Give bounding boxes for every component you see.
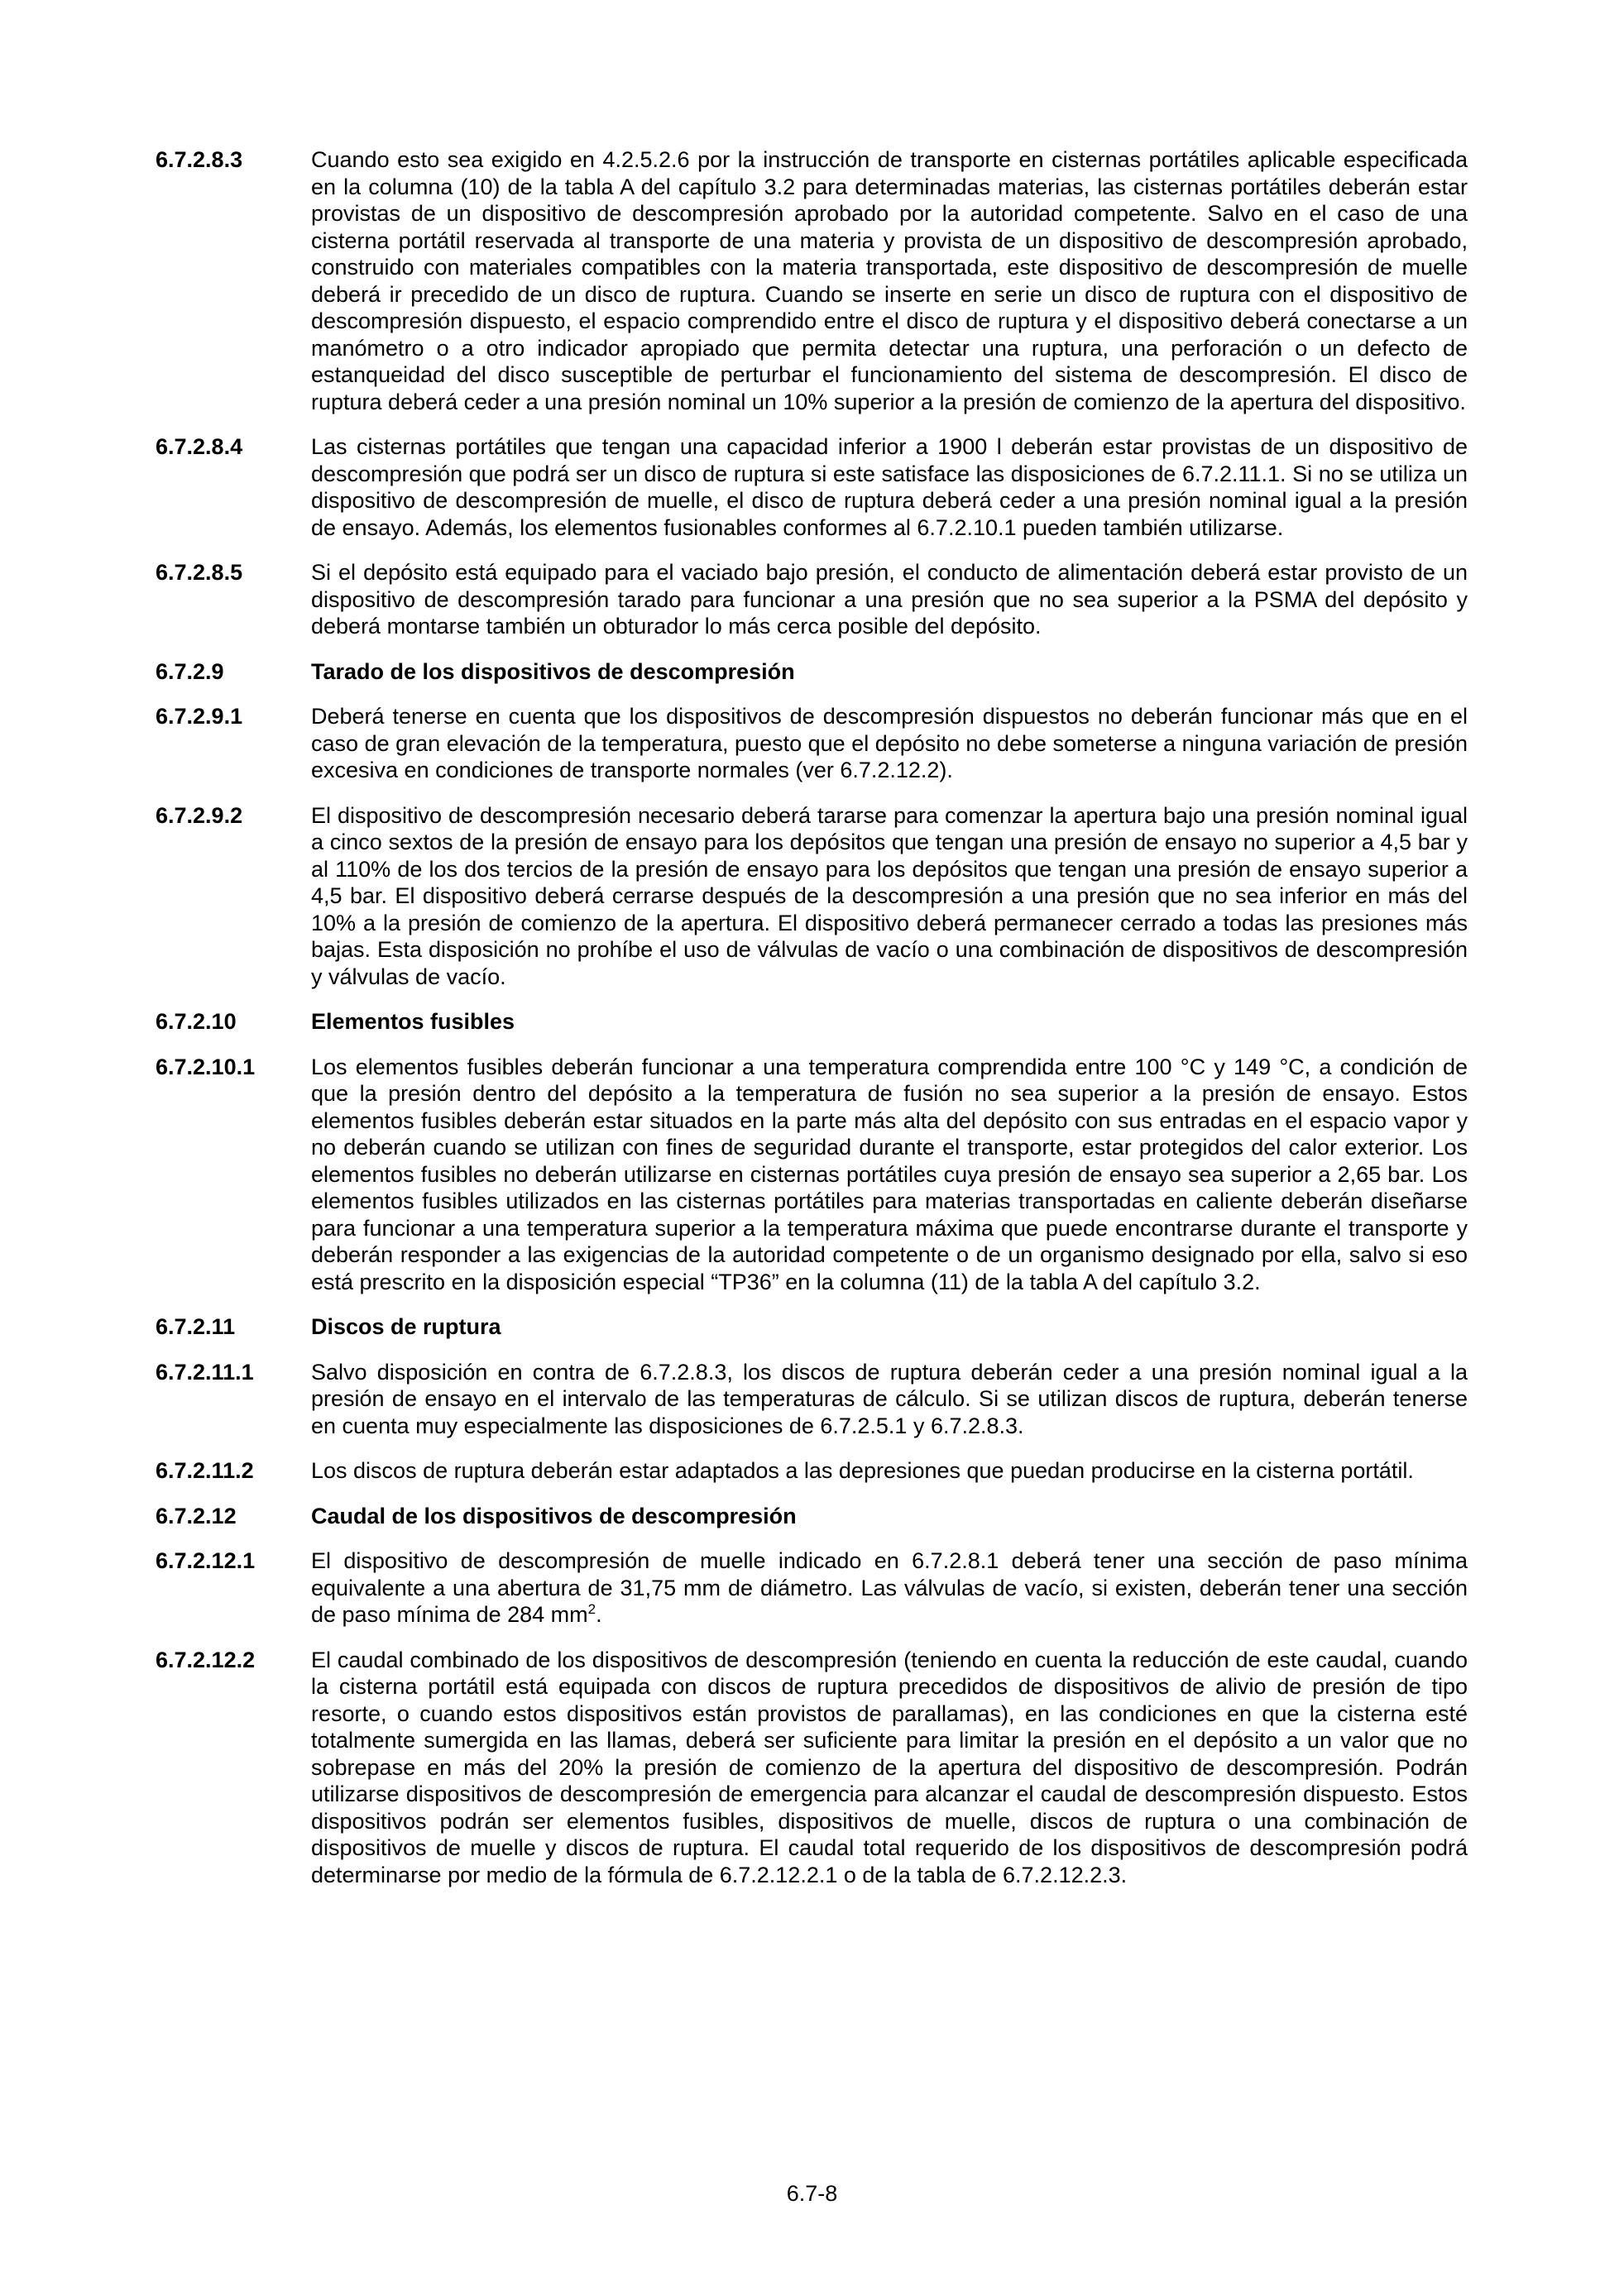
section-number: 6.7.2.10 (156, 1009, 237, 1034)
paragraph-number: 6.7.2.12.1 (156, 1548, 256, 1573)
page-number: 6.7-8 (786, 2181, 838, 2206)
section-title: Tarado de los dispositivos de descompresión (311, 658, 795, 684)
paragraph-text-end: . (596, 1602, 602, 1627)
paragraph-number: 6.7.2.8.3 (156, 147, 243, 172)
paragraph-number: 6.7.2.11.1 (156, 1359, 254, 1385)
section-number: 6.7.2.12 (156, 1503, 237, 1528)
section-number: 6.7.2.11 (156, 1314, 236, 1339)
section-heading (156, 658, 1468, 686)
section-title: Discos de ruptura (311, 1314, 501, 1339)
paragraph-text (311, 1547, 1468, 1629)
paragraph (156, 433, 1468, 541)
paragraph-text: Cuando esto sea exigido en 4.2.5.2.6 por la instrucción de transporte en cisternas portátiles aplicable especificada en la columna (10) de la tabla A del capítulo 3.2 para determinadas materias, las cisternas portátiles deberán estar provistas de un dispositivo de descompresión aprobado por la autoridad competente. Salvo en el caso de una cisterna portátil reservada al transporte de una materia y provista de un dispositivo de descompresión aprobado, construido con materiales compatibles con la materia transportada, este dispositivo de descompresión de muelle deberá ir precedido de un disco de ruptura. Cuando se inserte en serie un disco de ruptura con el dispositivo de descompresión dispuesto, el espacio comprendido entre el disco de ruptura y el dispositivo deberá conectarse a un manómetro o a otro indicador apropiado que permita detectar una ruptura, una perforación o un defecto de estanqueidad del disco susceptible de perturbar el funcionamiento del sistema de descompresión. El disco de ruptura deberá ceder a una presión nominal un 10% superior a la presión de comienzo de la apertura del dispositivo. (311, 147, 1468, 414)
paragraph-text: Salvo disposición en contra de 6.7.2.8.3, los discos de ruptura deberán ceder a una presión nominal igual a la presión de ensayo en el intervalo de las temperaturas de cálculo. Si se utilizan discos de ruptura, deberán tenerse en cuenta muy especialmente las disposiciones de 6.7.2.5.1 y 6.7.2.8.3. (311, 1359, 1468, 1438)
paragraph (156, 1457, 1468, 1485)
section-heading (156, 1008, 1468, 1036)
paragraph-number: 6.7.2.11.2 (156, 1458, 254, 1483)
paragraph-text: El caudal combinado de los dispositivos de descompresión (teniendo en cuenta la reducción de este caudal, cuando la cisterna portátil está equipada con discos de ruptura precedidos de dispositivos de alivio de presión de tipo resorte, o cuando estos dispositivos están provistos de parallamas), en las condiciones en que la cisterna esté totalmente sumergida en las llamas, deberá ser suficiente para limitar la presión en el depósito a un valor que no sobrepase en más del 20% la presión de comienzo de la apertura del dispositivo de descompresión. Podrán utilizarse dispositivos de descompresión de emergencia para alcanzar el caudal de descompresión dispuesto. Estos dispositivos podrán ser elementos fusibles, dispositivos de muelle, discos de ruptura o una combinación de dispositivos de muelle y discos de ruptura. El caudal total requerido de los dispositivos de descompresión podrá determinarse por medio de la fórmula de 6.7.2.12.2.1 o de la tabla de 6.7.2.12.2.3. (311, 1647, 1468, 1887)
superscript-exponent: 2 (587, 1601, 596, 1617)
section-number: 6.7.2.9 (156, 658, 224, 684)
paragraph (156, 1359, 1468, 1440)
paragraph-text: Deberá tenerse en cuenta que los dispositivos de descompresión dispuestos no deberán funcionar más que en el caso de gran elevación de la temperatura, puesto que el depósito no debe someterse a ninguna variación de presión excesiva en condiciones de transporte normales (ver 6.7.2.12.2). (311, 704, 1468, 782)
paragraph-text: Si el depósito está equipado para el vaciado bajo presión, el conducto de alimentación deberá estar provisto de un dispositivo de descompresión tarado para funcionar a una presión que no sea superior a la PSMA del depósito y deberá montarse también un obturador lo más cerca posible del depósito. (311, 560, 1468, 639)
paragraph-number: 6.7.2.8.4 (156, 434, 243, 459)
paragraph (156, 146, 1468, 415)
paragraph-number: 6.7.2.8.5 (156, 560, 243, 585)
paragraph (156, 1054, 1468, 1296)
paragraph-text-main: El dispositivo de descompresión de muelle indicado en 6.7.2.8.1 deberá tener una sección de paso mínima equivalente a una abertura de 31,75 mm de diámetro. Las válvulas de vacío, si existen, deberán tener una sección de paso mínima de 284 mm (311, 1548, 1468, 1627)
section-heading (156, 1313, 1468, 1341)
paragraph-number: 6.7.2.9.2 (156, 802, 243, 828)
paragraph (156, 559, 1468, 640)
section-heading (156, 1503, 1468, 1530)
section-title: Caudal de los dispositivos de descompresión (311, 1503, 797, 1528)
paragraph-text: El dispositivo de descompresión necesario deberá tararse para comenzar la apertura bajo una presión nominal igual a cinco sextos de la presión de ensayo para los depósitos que tengan una presión de ensayo no superior a 4,5 bar y al 110% de los dos tercios de la presión de ensayo para los depósitos que tengan una presión de ensayo superior a 4,5 bar. El dispositivo deberá cerrarse después de la descompresión a una presión que no sea inferior en más del 10% a la presión de comienzo de la apertura. El dispositivo deberá permanecer cerrado a todas las presiones más bajas. Esta disposición no prohíbe el uso de válvulas de vacío o una combinación de dispositivos de descompresión y válvulas de vacío. (311, 802, 1468, 989)
paragraph (156, 1647, 1468, 1889)
paragraph-number: 6.7.2.12.2 (156, 1647, 256, 1672)
paragraph-text: Las cisternas portátiles que tengan una capacidad inferior a 1900 l deberán estar provistas de un dispositivo de descompresión que podrá ser un disco de ruptura si este satisface las disposiciones de 6.7.2.11.1. Si no se utiliza un dispositivo de descompresión de muelle, el disco de ruptura deberá ceder a una presión nominal igual a la presión de ensayo. Además, los elementos fusionables conformes al 6.7.2.10.1 pueden también utilizarse. (311, 434, 1468, 540)
paragraph-number: 6.7.2.9.1 (156, 704, 243, 729)
document-body (156, 146, 1468, 1906)
paragraph-number: 6.7.2.10.1 (156, 1054, 256, 1079)
paragraph-text: Los elementos fusibles deberán funcionar a una temperatura comprendida entre 100 °C y 149 °C, a condición de que la presión dentro del depósito a la temperatura de fusión no sea superior a la presión de ensayo. Estos elementos fusibles deberán estar situados en la parte más alta del depósito con sus entradas en el espacio vapor y no deberán cuando se utilizan con fines de seguridad durante el transporte, estar protegidos del calor exterior. Los elementos fusibles no deberán utilizarse en cisternas portátiles cuya presión de ensayo sea superior a 2,65 bar. Los elementos fusibles utilizados en las cisternas portátiles para materias transportadas en caliente deberán diseñarse para funcionar a una temperatura superior a la temperatura máxima que puede encontrarse durante el transporte y deberán responder a las exigencias de la autoridad competente o de un organismo designado por ella, salvo si eso está prescrito en la disposición especial “TP36” en la columna (11) de la tabla A del capítulo 3.2. (311, 1054, 1468, 1294)
section-title: Elementos fusibles (311, 1009, 515, 1034)
paragraph-text: Los discos de ruptura deberán estar adaptados a las depresiones que puedan producirse en la cisterna portátil. (311, 1458, 1414, 1483)
paragraph (156, 703, 1468, 784)
paragraph (156, 802, 1468, 991)
paragraph (156, 1547, 1468, 1629)
